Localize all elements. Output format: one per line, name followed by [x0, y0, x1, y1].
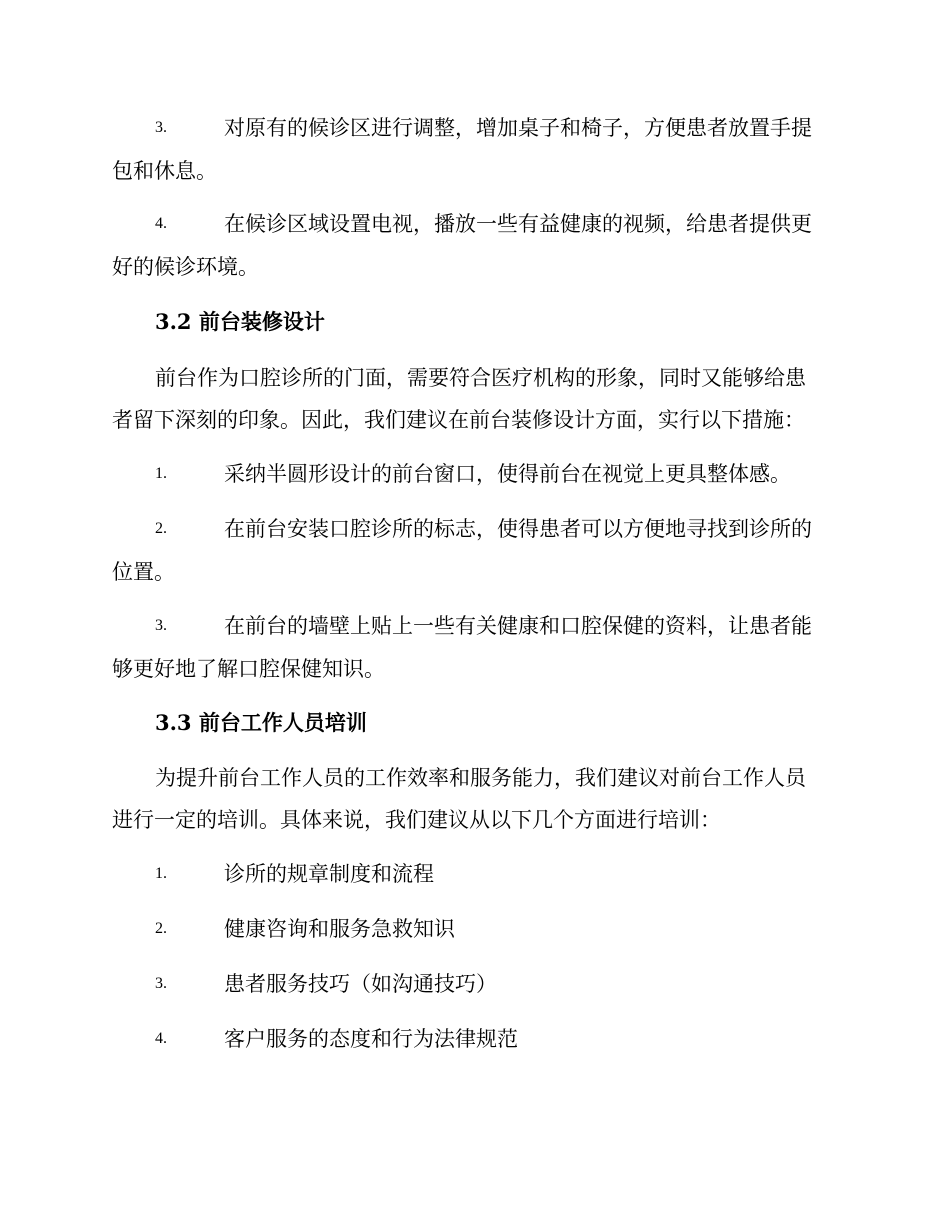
list-item-number: 3. [155, 975, 167, 992]
list-item-text: 健康咨询和服务急救知识 [224, 917, 455, 941]
list-item-continuation: 够更好地了解口腔保健知识。 [112, 657, 385, 681]
paragraph-line: 者留下深刻的印象。因此，我们建议在前台装修设计方面，实行以下措施： [112, 408, 805, 432]
list-item-text: 在前台的墙壁上贴上一些有关健康和口腔保健的资料，让患者能 [224, 614, 812, 638]
list-item-number: 4. [155, 1030, 167, 1047]
paragraph-line: 为提升前台工作人员的工作效率和服务能力，我们建议对前台工作人员 [155, 766, 806, 790]
list-item-continuation: 包和休息。 [112, 159, 217, 183]
list-item-continuation: 好的候诊环境。 [112, 255, 259, 279]
list-item-text: 对原有的候诊区进行调整，增加桌子和椅子，方便患者放置手提 [224, 116, 812, 140]
list-item-text: 客户服务的态度和行为法律规范 [224, 1027, 518, 1051]
list-item-text: 患者服务技巧（如沟通技巧） [224, 972, 497, 996]
list-item-number: 4. [155, 215, 167, 232]
list-item-text: 诊所的规章制度和流程 [224, 862, 434, 886]
list-item-continuation: 位置。 [112, 560, 175, 584]
list-item-number: 3. [155, 119, 167, 136]
section-heading: 3.3 前台工作人员培训 [155, 710, 367, 735]
section-heading: 3.2 前台装修设计 [155, 309, 325, 334]
paragraph-line: 进行一定的培训。具体来说，我们建议从以下几个方面进行培训： [112, 808, 721, 832]
list-item-number: 1. [155, 465, 167, 482]
paragraph-line: 前台作为口腔诊所的门面，需要符合医疗机构的形象，同时又能够给患 [155, 366, 806, 390]
list-item-number: 1. [155, 865, 167, 882]
list-item-number: 2. [155, 520, 167, 537]
list-item-text: 在前台安装口腔诊所的标志，使得患者可以方便地寻找到诊所的 [224, 517, 812, 541]
list-item-text: 采纳半圆形设计的前台窗口，使得前台在视觉上更具整体感。 [224, 462, 791, 486]
list-item-number: 3. [155, 617, 167, 634]
list-item-number: 2. [155, 920, 167, 937]
list-item-text: 在候诊区域设置电视，播放一些有益健康的视频，给患者提供更 [224, 212, 812, 236]
